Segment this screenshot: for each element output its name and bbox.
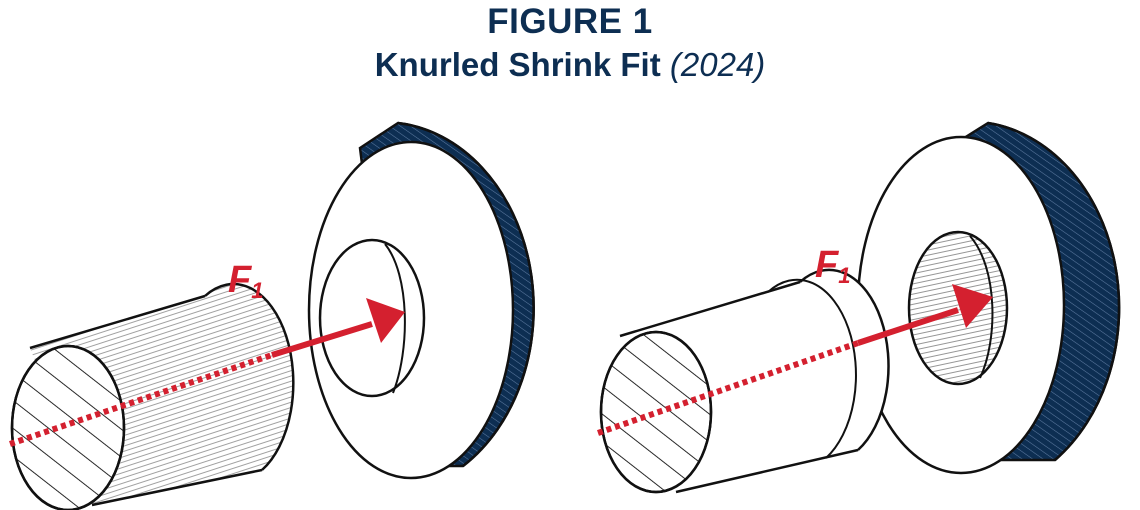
right-panel: [598, 123, 1119, 496]
left-force-label: F1: [228, 259, 264, 303]
left-shaft: [10, 284, 293, 510]
figure-year: (2024): [669, 46, 766, 83]
left-ring-bore: [320, 240, 424, 396]
left-panel: [10, 123, 534, 510]
right-force-label: F1: [815, 244, 851, 288]
figure-title-text: Knurled Shrink Fit: [374, 46, 661, 83]
figure-label: FIGURE 1: [487, 2, 653, 41]
